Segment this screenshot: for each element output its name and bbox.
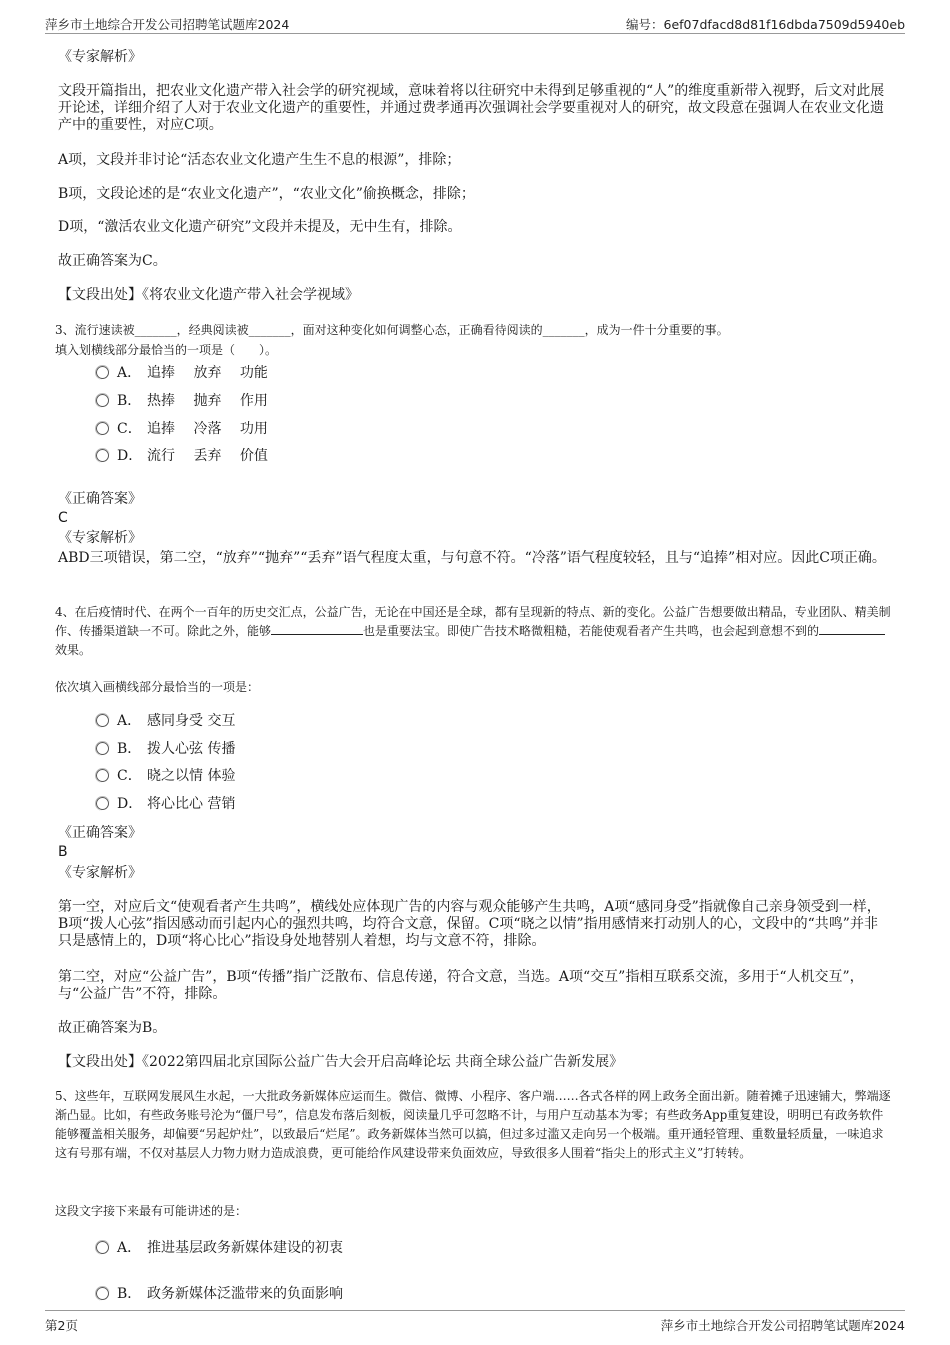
option-text: 推进基层政务新媒体建设的初衷 — [147, 1240, 343, 1256]
q3-stem: 3、流行速读被_______，经典阅读被_______，面对这种变化如何调整心态，正确看待阅读的_______，成为一件十分重要的事。 — [55, 323, 729, 337]
option-text: 政务新媒体泛滥带来的负面影响 — [147, 1286, 343, 1302]
option-text: 追捧 放弃 功能 — [147, 365, 268, 381]
page-header — [45, 11, 905, 34]
q4-analysis-1: 第一空，对应后文“使观看者产生共鸣”，横线处应体现广告的内容与观众能够产生共鸣，A项“感同身受”指就像自己亲身领受到一样，B项“拨人心弦”指因感动而引起内心的强烈共鸣，均符合文意，保留。C项“晓之以情”指用感情来打动别人的心，文段中的“共鸣”并非只是感情上的，D项“将心比心”指设身处地替别人着想，均与文意不符，排除。 — [58, 899, 881, 949]
option-letter: B． — [117, 393, 142, 409]
q4-stem-part3: 效果。 — [55, 643, 92, 657]
q3-option-d[interactable] — [96, 446, 268, 466]
q5-option-b[interactable] — [96, 1284, 343, 1304]
q5-prompt: 这段文字接下来最有可能讲述的是： — [55, 1204, 248, 1218]
blank-line — [271, 622, 363, 635]
q4-expert-label: 《专家解析》 — [58, 865, 142, 881]
option-text: 晓之以情 体验 — [147, 768, 236, 784]
option-letter: A． — [117, 365, 142, 381]
q2-option-d-analysis: D项，“激活农业文化遗产研究”文段并未提及，无中生有，排除。 — [58, 219, 462, 235]
q4-answer-label: 《正确答案》 — [58, 825, 142, 841]
q4-prompt: 依次填入画横线部分最恰当的一项是： — [55, 680, 260, 694]
q4-option-c[interactable] — [96, 766, 235, 786]
q3-option-c[interactable] — [96, 419, 268, 439]
radio-icon[interactable] — [96, 714, 109, 727]
q4-option-b[interactable] — [96, 739, 235, 759]
radio-icon[interactable] — [96, 769, 109, 782]
expert-analysis-label: 《专家解析》 — [58, 49, 142, 65]
option-letter: C． — [117, 768, 142, 784]
page-footer — [45, 1310, 905, 1337]
option-letter: D． — [117, 796, 143, 812]
q3-option-b[interactable] — [96, 391, 268, 411]
footer-page-number: 第2页 — [45, 1318, 78, 1333]
q3-prompt: 填入划横线部分最恰当的一项是（ ）。 — [55, 343, 278, 357]
q3-answer: C — [58, 510, 68, 526]
q4-answer: B — [58, 844, 68, 860]
radio-icon[interactable] — [96, 742, 109, 755]
radio-icon[interactable] — [96, 366, 109, 379]
radio-icon[interactable] — [96, 1287, 109, 1300]
radio-icon[interactable] — [96, 1241, 109, 1254]
q4-stem-part1: 4、在后疫情时代、在两个一百年的历史交汇点，公益广告，无论在中国还是全球，都有呈现新的特点、新的变化。公益广告想要做出精品，专业团队、精美制作、传播渠道缺一不可。除此之外，能够 — [55, 605, 891, 638]
option-text: 流行 丢弃 价值 — [147, 448, 268, 464]
q4-stem — [55, 603, 895, 660]
footer-title: 萍乡市土地综合开发公司招聘笔试题库2024 — [660, 1318, 905, 1333]
option-letter: A． — [117, 1240, 142, 1256]
option-letter: B． — [117, 741, 142, 757]
q3-option-a[interactable] — [96, 363, 268, 383]
q3-answer-label: 《正确答案》 — [58, 491, 142, 507]
q3-analysis: ABD三项错误，第二空，“放弃”“抛弃”“丢弃”语气程度太重，与句意不符。“冷落”语气程度较轻，且与“追捧”相对应。因此C项正确。 — [58, 550, 886, 566]
q4-source: 【文段出处】《2022第四届北京国际公益广告大会开启高峰论坛 共商全球公益广告新发展》 — [58, 1054, 624, 1070]
radio-icon[interactable] — [96, 394, 109, 407]
q4-option-d[interactable] — [96, 794, 235, 814]
q5-option-a[interactable] — [96, 1238, 343, 1258]
header-title: 萍乡市土地综合开发公司招聘笔试题库2024 — [45, 17, 290, 32]
option-letter: B． — [117, 1286, 142, 1302]
radio-icon[interactable] — [96, 422, 109, 435]
radio-icon[interactable] — [96, 797, 109, 810]
blank-line — [819, 622, 885, 635]
q3-expert-label: 《专家解析》 — [58, 530, 142, 546]
option-text: 热捧 抛弃 作用 — [147, 393, 268, 409]
q5-stem: 5、这些年，互联网发展风生水起，一大批政务新媒体应运而生。微信、微博、小程序、客户端……各式各样的网上政务全面出新。随着摊子迅速铺大，弊端逐渐凸显。比如，有些政务账号沦为“僵尸号”，信息发布落后刻板，阅读量几乎可忽略不计，与用户互动基本为零；有些政务App重复建设，明明已有政务软件能够覆盖相关服务，却偏要“另起炉灶”，以致最后“烂尾”。政务新媒体当然可以搞，但过多过滥又走向另一个极端。重开通轻管理、重数量轻质量，一味追求这有号那有端，不仅对基层人力物力财力造成浪费，更可能给作风建设带来负面效应，导致很多人围着“指尖上的形式主义”打转转。 — [55, 1089, 891, 1160]
q4-stem-part2: 也是重要法宝。即使广告技术略微粗糙，若能使观看者产生共鸣，也会起到意想不到的 — [363, 624, 820, 638]
option-letter: C． — [117, 421, 142, 437]
option-text: 追捧 冷落 功用 — [147, 421, 268, 437]
option-text: 感同身受 交互 — [147, 713, 236, 729]
q2-analysis-paragraph: 文段开篇指出，把农业文化遗产带入社会学的研究视域，意味着将以往研究中未得到足够重视的“人”的维度重新带入视野，后文对此展开论述，详细介绍了人对于农业文化遗产的重要性，并通过费孝通再次强调社会学要重视对人的研究，故文段意在强调人在农业文化遗产中的重要性，对应C项。 — [58, 83, 885, 133]
option-letter: A． — [117, 713, 142, 729]
header-doc-id: 编号：6ef07dfacd8d81f16dbda7509d5940eb — [626, 17, 905, 32]
q4-analysis-2: 第二空，对应“公益广告”，B项“传播”指广泛散布、信息传递，符合文意，当选。A项“交互”指相互联系交流，多用于“人机交互”，与“公益广告”不符，排除。 — [58, 969, 864, 1002]
q2-source: 【文段出处】《将农业文化遗产带入社会学视域》 — [58, 287, 359, 303]
radio-icon[interactable] — [96, 449, 109, 462]
option-text: 拨人心弦 传播 — [147, 741, 236, 757]
q4-option-a[interactable] — [96, 711, 235, 731]
q2-option-a-analysis: A项，文段并非讨论“活态农业文化遗产生生不息的根源”，排除； — [58, 152, 461, 168]
q4-conclusion: 故正确答案为B。 — [58, 1020, 167, 1036]
q2-option-b-analysis: B项，文段论述的是“农业文化遗产”，“农业文化”偷换概念，排除； — [58, 186, 475, 202]
option-text: 将心比心 营销 — [147, 796, 236, 812]
q2-conclusion: 故正确答案为C。 — [58, 253, 167, 269]
option-letter: D． — [117, 448, 143, 464]
